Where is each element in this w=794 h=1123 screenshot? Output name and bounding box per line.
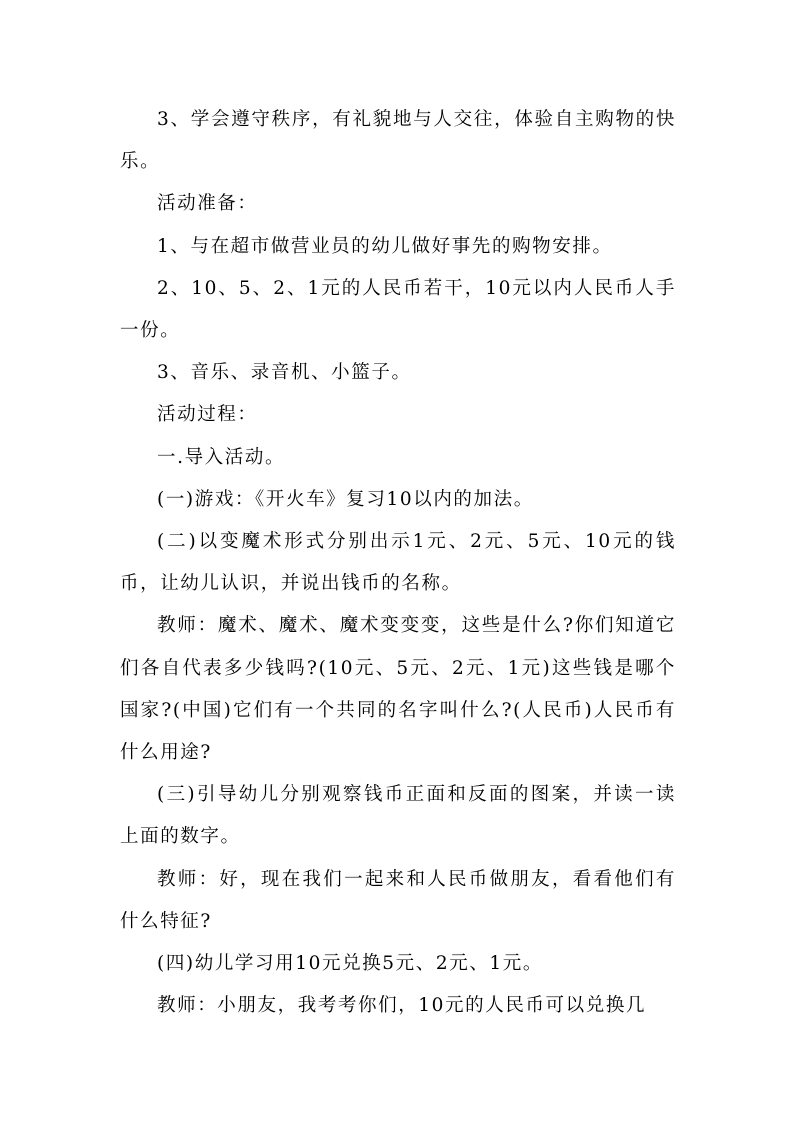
paragraph-preparation-1: 1、与在超市做营业员的幼儿做好事先的购物安排。 xyxy=(157,235,613,257)
paragraph-learning-goal-3: 3、学会遵守秩序，有礼貌地与人交往，体验自主购物的快乐。 xyxy=(120,109,676,173)
document-body xyxy=(120,99,676,1027)
paragraph-step-2: (二)以变魔术形式分别出示1元、2元、5元、10元的钱币，让幼儿认识，并说出钱币的名称。 xyxy=(120,531,676,595)
heading-activity-process: 活动过程： xyxy=(157,404,258,426)
paragraph-preparation-2: 2、10、5、2、1元的人民币若干，10元以内人民币人手一份。 xyxy=(120,277,676,342)
paragraph-step-4: (四)幼儿学习用10元兑换5元、2元、1元。 xyxy=(157,953,543,975)
paragraph-step-1: (一)游戏：《开火车》复习10以内的加法。 xyxy=(157,488,534,510)
paragraph-teacher-3: 教师：小朋友，我考考你们，10元的人民币可以兑换几 xyxy=(157,995,647,1017)
paragraph-preparation-3: 3、音乐、录音机、小篮子。 xyxy=(157,362,412,384)
paragraph-intro-activity: 一.导入活动。 xyxy=(157,446,286,468)
paragraph-teacher-1: 教师：魔术、魔术、魔术变变变，这些是什么?你们知道它们各自代表多少钱吗?(10元、5元、2元、1元)这些钱是哪个国家?(中国)它们有一个共同的名字叫什么?(人民币)人民币有什么用途? xyxy=(120,615,676,764)
paragraph-teacher-2: 教师：好，现在我们一起来和人民币做朋友，看看他们有什么特征? xyxy=(120,868,676,932)
heading-activity-preparation: 活动准备： xyxy=(157,193,258,215)
paragraph-step-3: (三)引导幼儿分别观察钱币正面和反面的图案，并读一读上面的数字。 xyxy=(120,784,676,848)
